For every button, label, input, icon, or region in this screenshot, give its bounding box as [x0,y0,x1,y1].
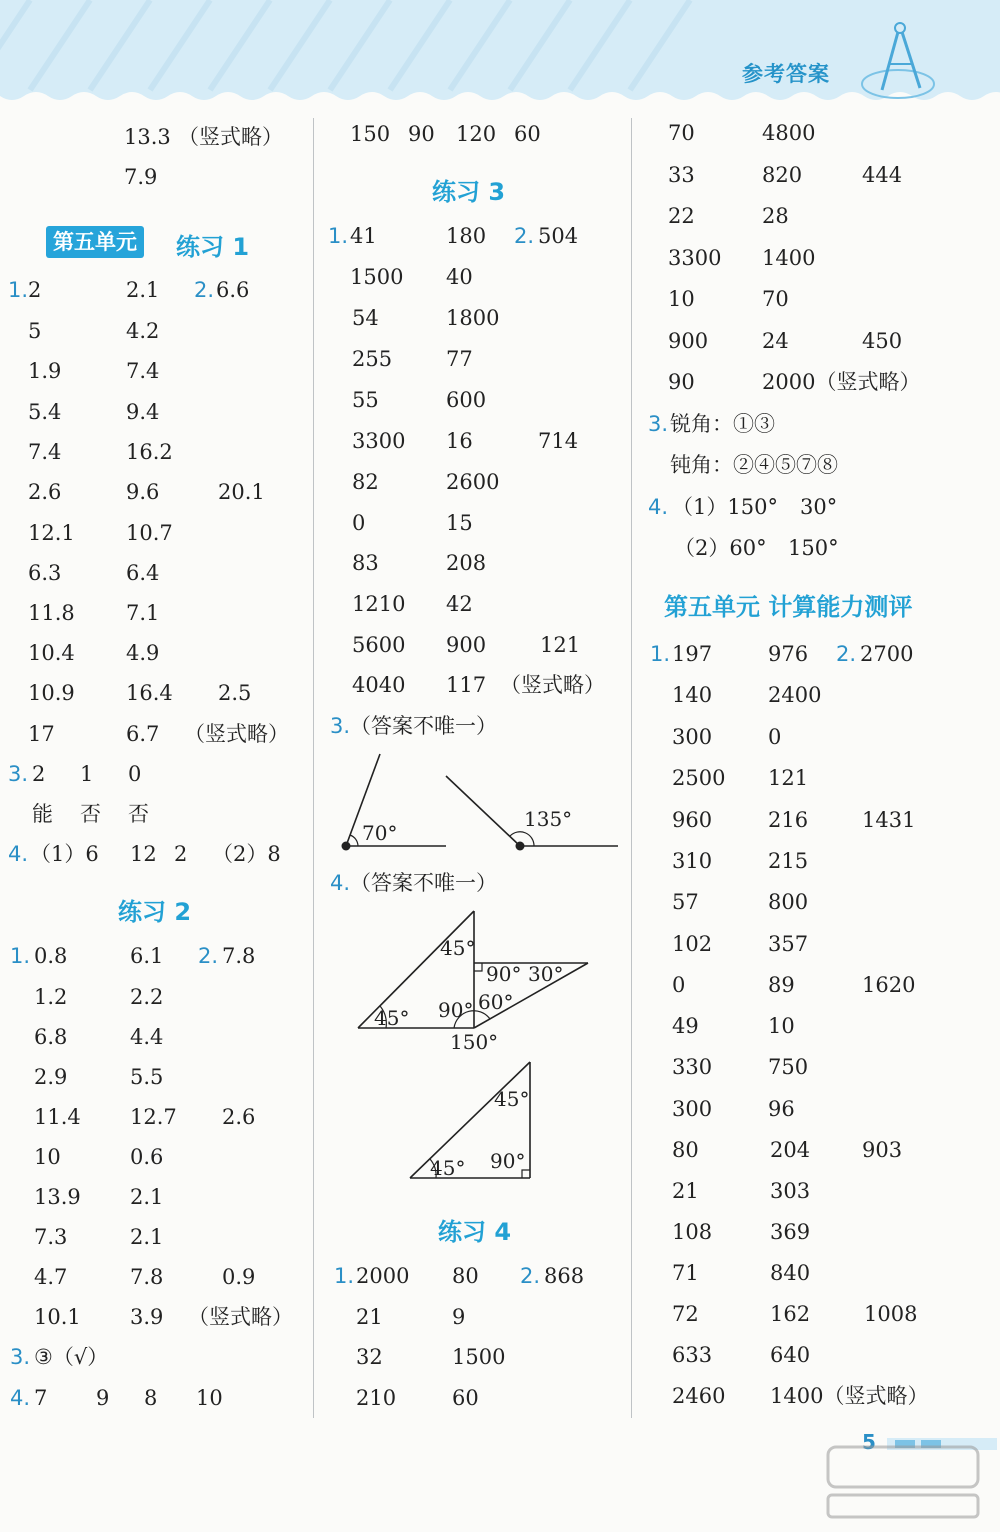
answer-value: 7 [34,1386,48,1410]
answer-value: 1620 [862,973,916,997]
answer-value: 89 [768,973,795,997]
answer-value: 4.2 [126,319,160,343]
answer-value: 640 [770,1343,811,1367]
answer-value: 2.5 [218,681,252,705]
answer-value: 否 [80,802,101,826]
tri1-center-angle: 90° [438,998,474,1022]
answer-value: 2.1 [130,1225,164,1249]
angle-b-label: 135° [524,807,573,831]
answer-value: 28 [762,204,789,228]
answer-value: 800 [768,890,809,914]
answer-value: 锐角：①③ [670,412,775,436]
answer-value: 4.9 [126,641,160,665]
answer-value: 868 [544,1264,585,1288]
answer-value: 60 [514,122,541,146]
answer-value: 215 [768,849,809,873]
answer-value: 303 [770,1179,811,1203]
answer-value: 72 [672,1302,699,1326]
answer-value: 2400 [768,683,822,707]
answer-value: 10.9 [28,681,75,705]
answer-value: 330 [672,1055,713,1079]
answer-value: 16.2 [126,440,173,464]
answer-value: 96 [768,1097,795,1121]
answer-value: 24 [762,329,789,353]
answer-value: 60 [452,1386,479,1410]
answer-value: 210 [356,1386,397,1410]
answer-value: 4.4 [130,1025,164,1049]
angle-b-ray [446,776,520,846]
answer-value: 2000 [356,1264,410,1288]
answer-value: 3.9 [130,1305,164,1329]
answer-value: 357 [768,932,809,956]
answer-value: 2.1 [130,1185,164,1209]
header-banner [0,0,1000,110]
answer-value: 41 [350,224,377,248]
answer-value: 11.4 [34,1105,81,1129]
answer-value: 1400（竖式略） [770,1384,929,1408]
answer-value: 10.7 [126,521,173,545]
answer-value: 2460 [672,1384,726,1408]
question-number: 4. [8,842,29,866]
answer-value: 2.1 [126,278,160,302]
answer-value: 0 [768,725,782,749]
answer-value: 7.4 [28,440,62,464]
answer-value: 1.2 [34,985,68,1009]
column-divider-2 [631,118,632,1418]
answer-value: 369 [770,1220,811,1244]
answer-value: 150 [350,122,391,146]
answer-value: 197 [672,642,713,666]
answer-value: 22 [668,204,695,228]
answer-value: 6.6 [216,278,250,302]
angle-a-label: 70° [362,821,398,845]
header-title: 参考答案 [742,62,830,86]
answer-value: 55 [352,388,379,412]
tri2-left-angle: 45° [430,1156,466,1180]
question-number: 3. [10,1345,31,1369]
answer-value: 钝角：②④⑤⑦⑧ [670,453,838,477]
answer-value: 83 [352,551,379,575]
answer-value: 900 [446,633,487,657]
answer-value: 102 [672,932,713,956]
answer-value: 10.1 [34,1305,81,1329]
answer-value: （竖式略） [184,722,289,746]
answer-value: 121 [540,633,581,657]
answer-value: 7.9 [124,165,158,189]
answer-value: 77 [446,347,473,371]
section-title: 第五单元 计算能力测评 [664,593,913,621]
question-number: 1. [8,278,29,302]
answer-value: 2.6 [28,480,62,504]
answer-value: 1800 [446,306,500,330]
answer-value: （1）150° [672,495,778,519]
answer-value: 120 [456,122,497,146]
answer-value: 600 [446,388,487,412]
triangle-figure-1 [350,905,600,1055]
answer-value: 7.4 [126,359,160,383]
tri2-top-angle: 45° [494,1087,530,1111]
answer-value: 2.6 [222,1105,256,1129]
answer-value: 9.6 [126,480,160,504]
answer-value: 17 [28,722,55,746]
tri1-straight-angle: 150° [450,1030,499,1054]
unit-badge: 第五单元 [46,226,144,258]
answer-value: 108 [672,1220,713,1244]
answer-value: 49 [672,1014,699,1038]
answer-value: 71 [672,1261,699,1285]
answer-value: 80 [672,1138,699,1162]
question-number: 3. [8,762,29,786]
answer-value: 否 [128,802,149,826]
question-number: 2. [836,642,857,666]
answer-value: 12.1 [28,521,75,545]
page-number: 5 [862,1430,876,1454]
question-number: 2. [514,224,535,248]
answer-value: 5 [28,319,42,343]
answer-value: 能 [32,802,53,826]
answer-value: 750 [768,1055,809,1079]
answer-value: （竖式略） [188,1305,293,1329]
answer-value: 9 [452,1305,466,1329]
answer-value: 21 [672,1179,699,1203]
answer-value: 255 [352,347,393,371]
answer-value: 2600 [446,470,500,494]
answer-value: 9 [96,1386,110,1410]
answer-value: 12 [130,842,157,866]
answer-value: 4040 [352,673,406,697]
answer-value: 2500 [672,766,726,790]
section-title: 练习 1 [176,233,250,261]
answer-value: 900 [668,329,709,353]
answer-value: 33 [668,163,695,187]
answer-value: 57 [672,890,699,914]
answer-value: 300 [672,1097,713,1121]
answer-value: 30° [800,495,838,519]
answer-value: 82 [352,470,379,494]
answer-value: 820 [762,163,803,187]
answer-value: 0 [128,762,142,786]
section-title: 练习 3 [432,178,506,206]
answer-value: 13.3 [124,125,171,149]
answer-value: 7.8 [222,944,256,968]
answer-value: 4800 [762,121,816,145]
question-number: 3. [648,412,669,436]
answer-value: 1500 [452,1345,506,1369]
answer-value: 1400 [762,246,816,270]
answer-value: 1210 [352,592,406,616]
answer-value: 840 [770,1261,811,1285]
answer-value: 7.8 [130,1265,164,1289]
compass-icon [858,18,938,102]
answer-value: 117 [446,673,487,697]
question-number: 3. [330,714,351,738]
answer-value: 7.3 [34,1225,68,1249]
answer-value: 8 [144,1386,158,1410]
answer-value: 3300 [352,429,406,453]
answer-value: （1）6 [30,842,99,866]
answer-value: 80 [452,1264,479,1288]
section-title: 练习 4 [438,1218,512,1246]
answer-value: 3300 [668,246,722,270]
answer-value: 2000（竖式略） [762,370,921,394]
answer-value: 216 [768,808,809,832]
answer-value: 16.4 [126,681,173,705]
answer-value: 180 [446,224,487,248]
answer-value: 0 [672,973,686,997]
answer-value: 15 [446,511,473,535]
answer-value: 21 [356,1305,383,1329]
answer-value: （2）8 [212,842,281,866]
answer-value: 0.8 [34,944,68,968]
answer-value: 2 [174,842,188,866]
answer-value: 4.7 [34,1265,68,1289]
question-number: 1. [328,224,349,248]
answer-value: 0.6 [130,1145,164,1169]
tri1-top-angle: 45° [440,936,476,960]
answer-value: 300 [672,725,713,749]
question-number: 4. [10,1386,31,1410]
answer-value: 10 [34,1145,61,1169]
answer-value: 9.4 [126,400,160,424]
answer-value: 208 [446,551,487,575]
answer-value: 90 [408,122,435,146]
answer-value: 90 [668,370,695,394]
answer-value: 310 [672,849,713,873]
answer-value: 2 [32,762,46,786]
answer-value: 11.8 [28,601,75,625]
answer-value: 2.2 [130,985,164,1009]
answer-value: ③（√） [34,1345,109,1369]
answer-value: 20.1 [218,480,265,504]
answer-value: 903 [862,1138,903,1162]
tri1-tip-angle: 30° [528,962,564,986]
answer-value: 450 [862,329,903,353]
answer-value: 13.9 [34,1185,81,1209]
answer-value: 444 [862,163,903,187]
tri1-right-angle: 90° [486,962,522,986]
answer-value: 6.4 [126,561,160,585]
answer-value: 10 [196,1386,223,1410]
question-number: 4. [648,495,669,519]
answer-value: 12.7 [130,1105,177,1129]
answer-value: 70 [668,121,695,145]
tri1-left-angle: 45° [374,1006,410,1030]
answer-value: 162 [770,1302,811,1326]
answer-value: 5.4 [28,400,62,424]
answer-value: 16 [446,429,473,453]
answer-value: （竖式略） [178,125,283,149]
answer-value: 42 [446,592,473,616]
question-number: 1. [334,1264,355,1288]
answer-value: 6.8 [34,1025,68,1049]
answer-value: 6.7 [126,722,160,746]
answer-value: 54 [352,306,379,330]
answer-value: 1500 [350,265,404,289]
answer-value: 1008 [864,1302,918,1326]
answer-value: 0 [352,511,366,535]
answer-value: 10.4 [28,641,75,665]
tri1-small-angle: 60° [478,990,514,1014]
angle-figure [334,748,624,858]
answer-value: 70 [762,287,789,311]
answer-value: 121 [768,766,809,790]
answer-value: （2）60° [674,536,767,560]
watermark-logo [818,1443,988,1523]
answer-value: 6.1 [130,944,164,968]
question-number: 2. [520,1264,541,1288]
answer-value: 976 [768,642,809,666]
answer-value: 40 [446,265,473,289]
triangle-figure-2 [404,1058,540,1186]
column-divider-1 [313,118,314,1418]
answer-value: （答案不唯一） [350,714,497,738]
answer-value: 2.9 [34,1065,68,1089]
question-number: 1. [650,642,671,666]
question-number: 2. [194,278,215,302]
answer-value: 140 [672,683,713,707]
answer-value: 633 [672,1343,713,1367]
answer-value: 714 [538,429,579,453]
question-number: 4. [330,871,351,895]
answer-value: 1.9 [28,359,62,383]
answer-value: 5600 [352,633,406,657]
question-number: 1. [10,944,31,968]
question-number: 2. [198,944,219,968]
answer-value: （竖式略） [500,673,605,697]
answer-value: 32 [356,1345,383,1369]
answer-value: 5.5 [130,1065,164,1089]
answer-value: 0.9 [222,1265,256,1289]
answer-value: 2 [28,278,42,302]
answer-value: 1 [80,762,94,786]
answer-value: 960 [672,808,713,832]
answer-value: 10 [768,1014,795,1038]
answer-value: （答案不唯一） [350,871,497,895]
answer-value: 6.3 [28,561,62,585]
tri2-right-angle: 90° [490,1149,526,1173]
answer-value: 150° [788,536,839,560]
answer-value: 7.1 [126,601,160,625]
answer-value: 2700 [860,642,914,666]
answer-value: 204 [770,1138,811,1162]
section-title: 练习 2 [118,898,192,926]
answer-value: 10 [668,287,695,311]
answer-value: 504 [538,224,579,248]
answer-value: 1431 [862,808,916,832]
